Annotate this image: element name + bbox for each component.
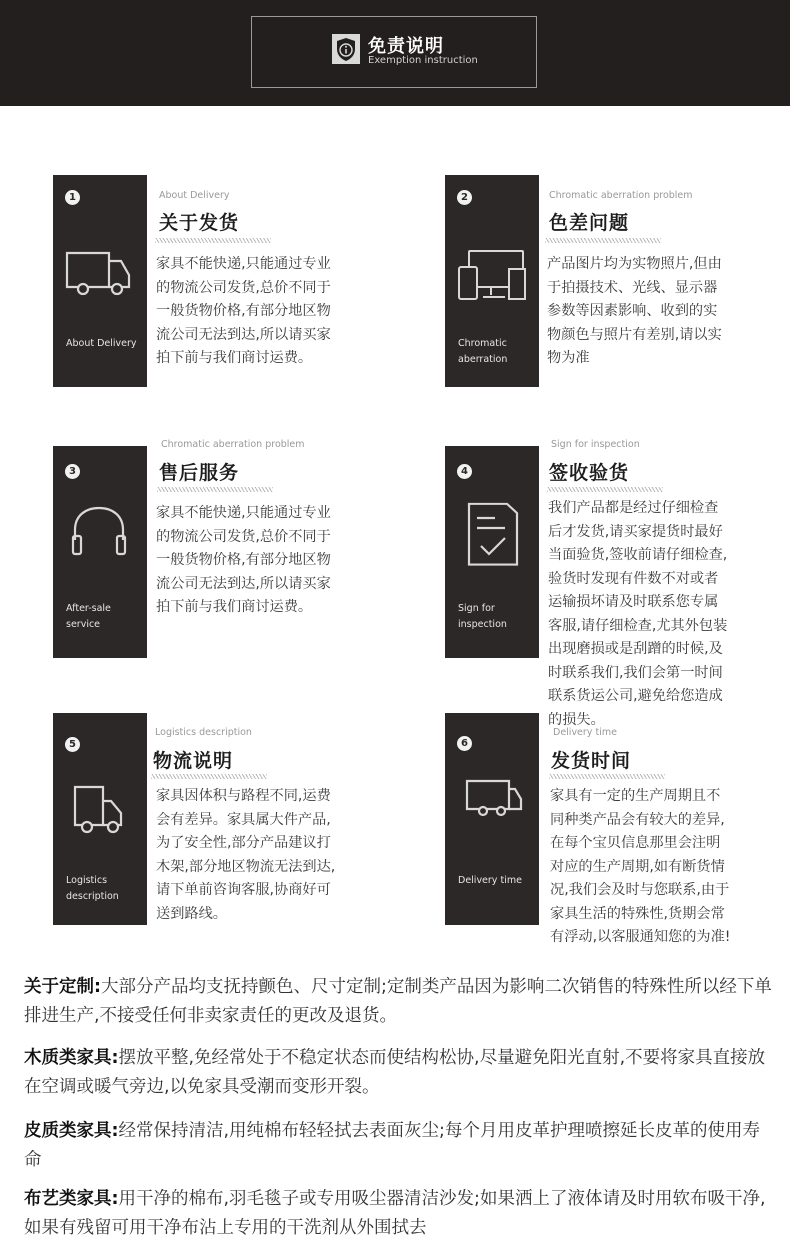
note-label: 皮质类家具:: [24, 1121, 119, 1141]
section-2-title: 色差问题: [549, 212, 630, 234]
note-text: 大部分产品均支抚持颤色、尺寸定制;定制类产品因为影响二次销售的特殊性所以经下单排进生产,不接受任何非卖家责任的更改及退货。: [24, 977, 772, 1026]
section-4-card: [445, 446, 539, 658]
section-3-title: 售后服务: [159, 462, 240, 484]
section-caption: Sign for inspection: [458, 603, 507, 630]
truck-icon: [457, 777, 527, 841]
note-label: 关于定制:: [24, 977, 101, 997]
note-label: 布艺类家具:: [24, 1189, 119, 1209]
decorative-hatch: [151, 774, 267, 779]
note-text: 用干净的棉布,羽毛毯子或专用吸尘器清洁沙发;如果洒上了液体请及时用软布吸干净,如果有残留可用干净布沾上专用的干洗剂从外围拭去: [24, 1189, 766, 1238]
note-text: 摆放平整,免经常处于不稳定状态而使结构松协,尽量避免阳光直射,不要将家具直接放在空调或暖气旁边,以免家具受潮而变形开裂。: [24, 1048, 766, 1097]
page-subtitle: Exemption instruction: [368, 55, 478, 66]
truck-icon: [65, 243, 135, 307]
info-shield-icon: [332, 34, 360, 64]
section-number: 3: [65, 464, 80, 479]
section-4-title: 签收验货: [549, 462, 630, 484]
section-3-en-label: Chromatic aberration problem: [161, 439, 305, 450]
page-header: [0, 0, 790, 106]
section-5-card: [53, 713, 147, 925]
section-3-body: 家具不能快递,只能通过专业 的物流公司发货,总价不同于 一般货物价格,有部分地区物 流公司无法到达,所以请买家 拍下前与我们商讨运费。: [156, 505, 331, 615]
headphones-icon: [65, 502, 135, 566]
section-caption: Chromatic aberration: [458, 338, 508, 365]
header-title-box: [251, 16, 537, 88]
section-caption: Delivery time: [458, 875, 522, 886]
section-5-en-label: Logistics description: [155, 727, 252, 738]
section-6-card: [445, 713, 539, 925]
section-2-en-label: Chromatic aberration problem: [549, 190, 693, 201]
note-label: 木质类家具:: [24, 1048, 119, 1068]
section-1-en-label: About Delivery: [159, 190, 230, 201]
page-title: 免责说明: [368, 36, 444, 57]
note-custom: [24, 973, 774, 1031]
note-fabric: [24, 1185, 774, 1243]
section-number: 4: [457, 464, 472, 479]
decorative-hatch: [155, 238, 271, 243]
devices-icon: [457, 247, 527, 311]
checklist-icon: [457, 502, 527, 566]
section-6-en-label: Delivery time: [553, 727, 617, 738]
decorative-hatch: [547, 487, 663, 492]
section-3-card: [53, 446, 147, 658]
section-6-title: 发货时间: [551, 750, 632, 772]
section-2-body: 产品图片均为实物照片,但由 于拍摄技术、光线、显示器 参数等因素影响、收到的实 物颜色与照片有差别,请以实 物为准: [547, 256, 722, 366]
note-leather: [24, 1117, 774, 1175]
section-1-title: 关于发货: [159, 212, 240, 234]
section-4-body: 我们产品都是经过仔细检查 后才发货,请买家提货时最好 当面验货,签收前请仔细检查, 验货时发现有件数不对或者 运输损坏请及时联系您专属 客服,请仔细检查,尤其外包装 出现磨损或是刮蹭的时候,及 时联系我们,我们会第一时间 联系货运公司,避免给您造成 的损失。: [548, 500, 728, 728]
section-1-card: [53, 175, 147, 387]
decorative-hatch: [549, 774, 665, 779]
note-wood: [24, 1044, 774, 1102]
section-caption: After-sale service: [66, 603, 111, 630]
section-number: 6: [457, 736, 472, 751]
note-text: 经常保持清洁,用纯棉布轻轻拭去表面灰尘;每个月用皮革护理喷擦延长皮革的使用寿命: [24, 1121, 760, 1170]
section-caption: About Delivery: [66, 338, 137, 349]
section-6-body: 家具有一定的生产周期且不 同种类产品会有较大的差异, 在每个宝贝信息那里会注明 对应的生产周期,如有断货情 况,我们会及时与您联系,由于 家具生活的特殊性,货期会常 有浮动,以客服通知您的为准!: [550, 788, 731, 945]
decorative-hatch: [545, 238, 661, 243]
section-5-title: 物流说明: [153, 750, 234, 772]
truck-icon: [65, 783, 135, 847]
section-number: 2: [457, 190, 472, 205]
decorative-hatch: [157, 487, 273, 492]
section-2-card: [445, 175, 539, 387]
section-number: 1: [65, 190, 80, 205]
section-number: 5: [65, 737, 80, 752]
section-5-body: 家具因体积与路程不同,运费 会有差异。家具属大件产品, 为了安全性,部分产品建议打 木架,部分地区物流无法到达, 请下单前咨询客服,协商好可 送到路线。: [156, 788, 336, 922]
section-1-body: 家具不能快递,只能通过专业 的物流公司发货,总价不同于 一般货物价格,有部分地区物 流公司无法到达,所以请买家 拍下前与我们商讨运费。: [156, 256, 331, 366]
section-4-en-label: Sign for inspection: [551, 439, 640, 450]
section-caption: Logistics description: [66, 875, 119, 902]
